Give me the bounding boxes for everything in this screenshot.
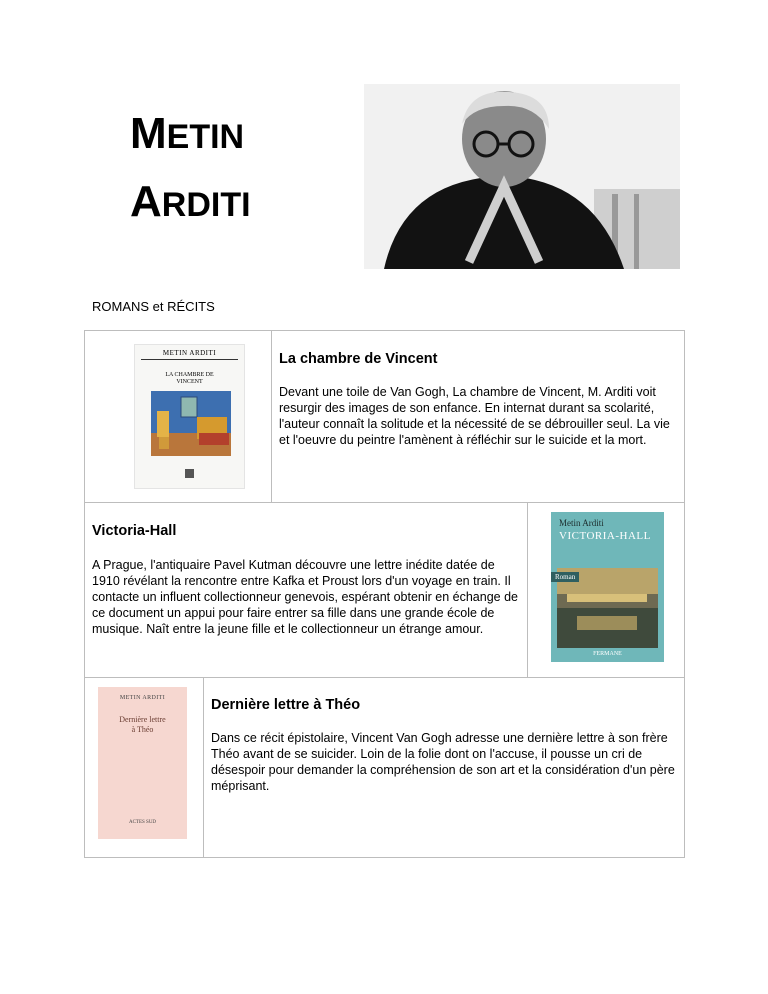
book-description-chambre: Devant une toile de Van Gogh, La chambre de Vincent, M. Arditi voit resurgir des images de son enfance. En internat durant sa scolarité, l'auteur connaît la solitude et la nécessité de se débrouiller seul. La vie et l'oeuvre du peintre l'amènent à réfléchir sur le suicide et la mort.: [279, 385, 670, 447]
row-divider-2: [85, 677, 684, 678]
row-divider-1: [85, 502, 684, 503]
book-cover-victoria: Metin Arditi VICTORIA-HALL Roman FERMANE: [551, 512, 664, 662]
book-description-victoria: A Prague, l'antiquaire Pavel Kutman découvre une lettre inédite datée de 1910 révélant la rencontre entre Kafka et Proust lors d'un voyage en train. Il contacte un influent collectionneur genevois, espérant obtenir en échange de ce document un appui pour faire entrer sa fille dans une grande école de musique. Naît entre la jeune fille et le collectionneur un étrange amour.: [92, 558, 518, 636]
col-divider-3: [203, 677, 204, 858]
col-divider-2: [527, 502, 528, 677]
publisher-logo-icon: [185, 469, 194, 478]
author-portrait: [364, 84, 680, 269]
cover-painting: [151, 391, 231, 456]
author-name: [130, 109, 251, 248]
genre-label: Roman: [551, 572, 579, 582]
book-cover-chambre: METIN ARDITI LA CHAMBRE DE VINCENT: [134, 344, 245, 489]
books-table: [84, 330, 685, 858]
book-title-chambre: La chambre de Vincent: [279, 351, 438, 367]
section-label: ROMANS et RÉCITS: [92, 299, 215, 314]
book-title-theo: Dernière lettre à Théo: [211, 697, 361, 713]
col-divider-1: [271, 331, 272, 502]
book-description-theo: Dans ce récit épistolaire, Vincent Van Gogh adresse une dernière lettre à son frère Théo avant de se suicider. Loin de la folie dont on l'accuse, il pousse un cri de désespoir pour demander la compréhension de son art et la considération d'un père méprisant.: [211, 731, 675, 793]
book-cover-theo: METIN ARDITI Dernière lettre à Théo ACTES SUD: [98, 687, 187, 839]
author-name-line-1: METIN: [130, 109, 245, 158]
author-name-line-2: ARDITI: [130, 177, 251, 226]
book-title-victoria: Victoria-Hall: [92, 523, 177, 539]
